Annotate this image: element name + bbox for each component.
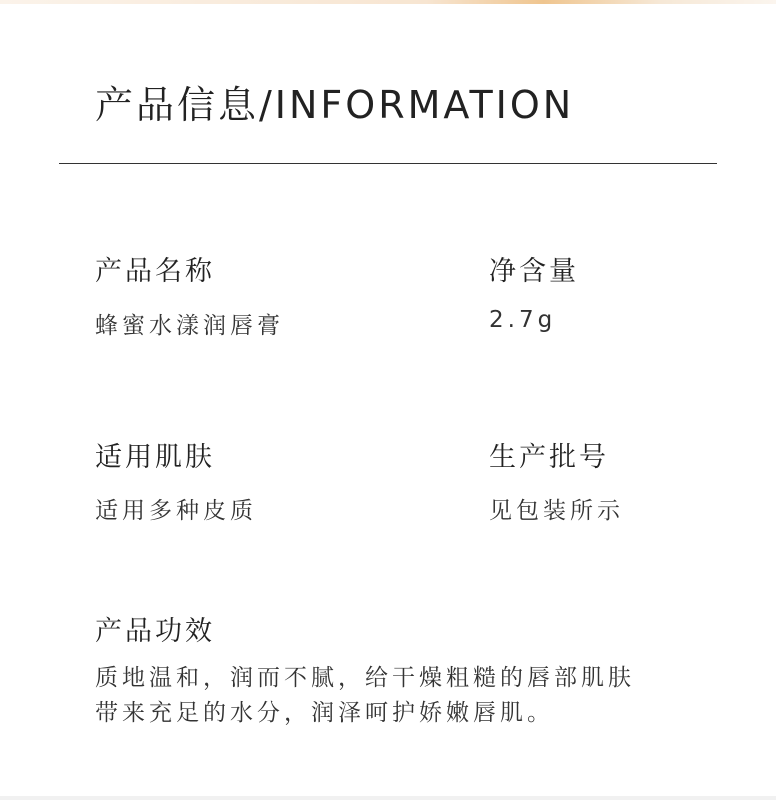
product-name-value: 蜂蜜水漾润唇膏 bbox=[95, 313, 284, 339]
efficacy-description bbox=[95, 661, 715, 731]
product-name-label: 产品名称 bbox=[95, 256, 215, 287]
bottom-decorative-strip bbox=[0, 796, 776, 800]
net-content-value: 2.7g bbox=[489, 307, 557, 333]
efficacy-line: 带来充足的水分，润泽呵护娇嫩唇肌。 bbox=[95, 700, 554, 726]
top-decorative-strip bbox=[0, 0, 776, 4]
net-content-label: 净含量 bbox=[489, 256, 579, 287]
skin-type-value: 适用多种皮质 bbox=[95, 498, 257, 524]
efficacy-line: 质地温和，润而不腻，给干燥粗糙的唇部肌肤 bbox=[95, 665, 635, 691]
efficacy-label: 产品功效 bbox=[95, 616, 215, 647]
skin-type-label: 适用肌肤 bbox=[95, 442, 215, 473]
batch-number-label: 生产批号 bbox=[489, 442, 609, 473]
batch-number-value: 见包装所示 bbox=[489, 498, 624, 524]
page-title: 产品信息/INFORMATION bbox=[95, 83, 575, 127]
title-divider bbox=[59, 163, 717, 164]
